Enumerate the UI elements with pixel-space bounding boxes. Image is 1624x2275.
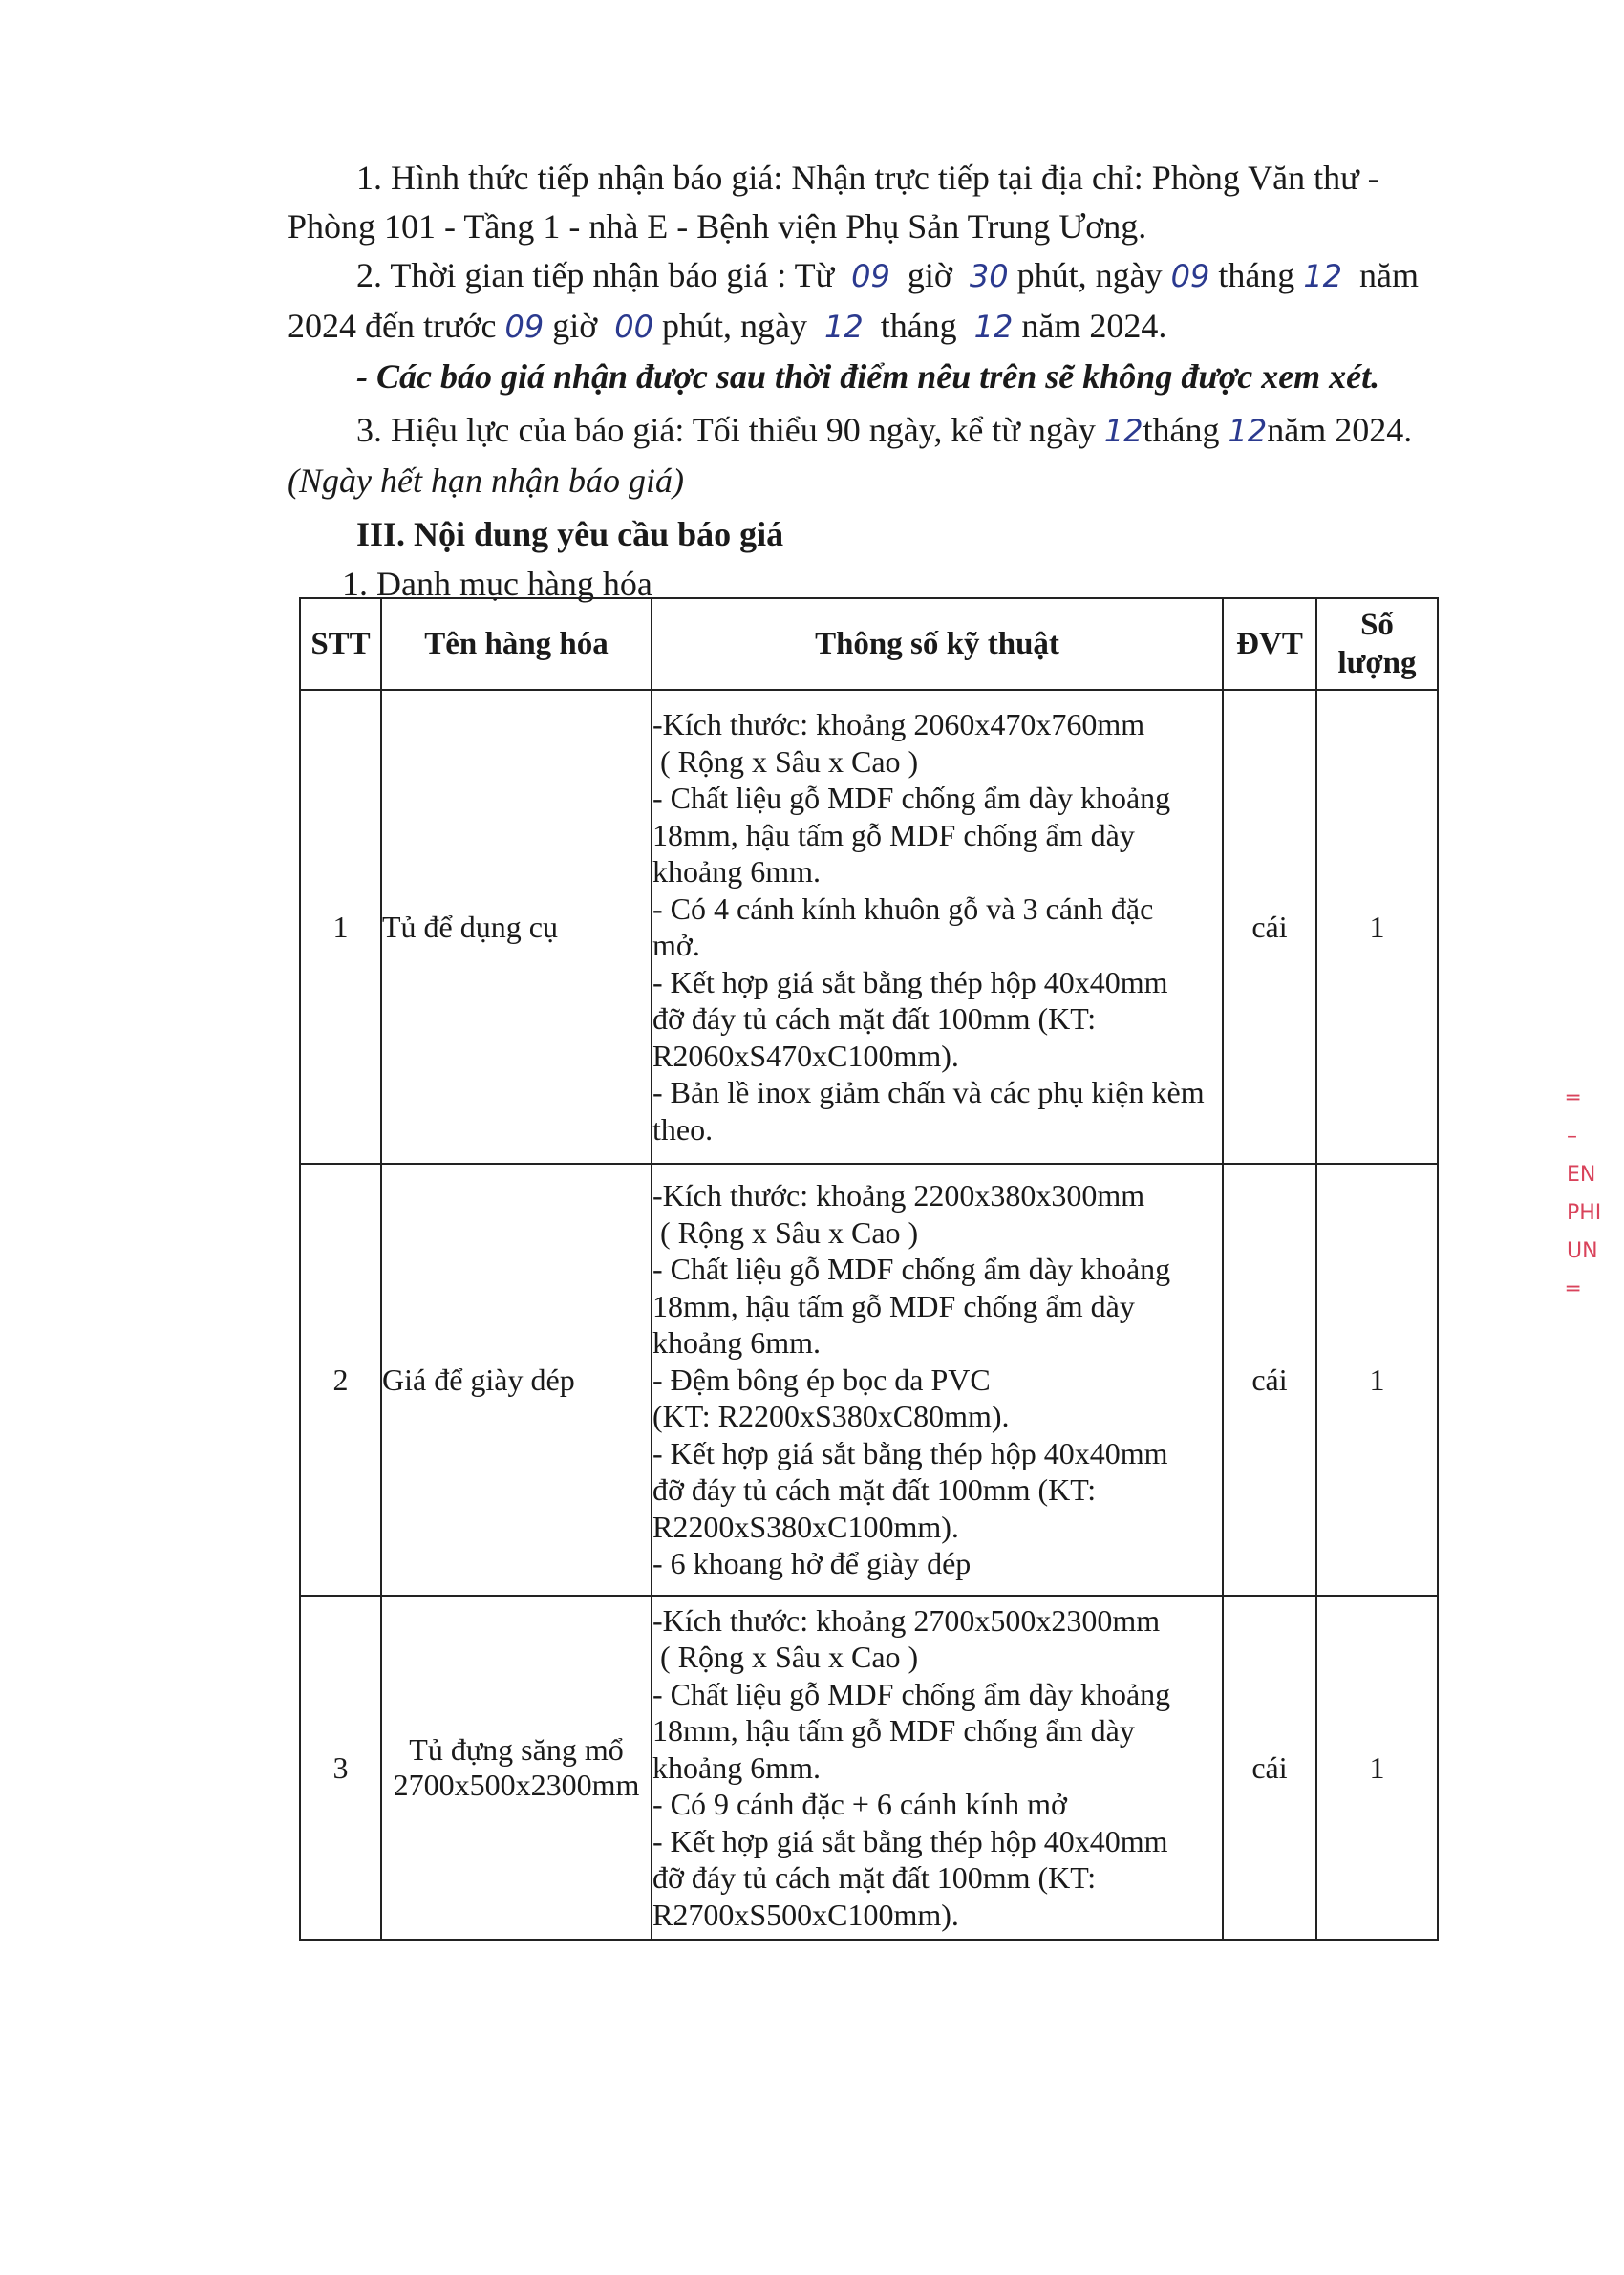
header-spec: Thông số kỹ thuật xyxy=(652,598,1223,690)
row-unit: cái xyxy=(1223,1596,1316,1940)
row-unit: cái xyxy=(1223,1164,1316,1596)
stamp-arc-icon: – xyxy=(1567,1125,1577,1148)
stamp-arc-icon: ═ xyxy=(1567,1086,1580,1110)
header-qty: Số lượng xyxy=(1316,598,1438,690)
start-month-handwritten: 12 xyxy=(1303,258,1343,294)
validity-month-handwritten: 12 xyxy=(1228,413,1268,449)
reception-method-line2: Phòng 101 - Tầng 1 - nhà E - Bệnh viện Phụ Sản Trung Ương. xyxy=(288,207,1147,246)
row-name: Giá để giày dép xyxy=(381,1164,652,1596)
row-stt: 1 xyxy=(300,690,381,1164)
row-name: Tủ đựng săng mổ 2700x500x2300mm xyxy=(381,1596,652,1940)
table-row xyxy=(300,1164,1438,1596)
row-stt: 2 xyxy=(300,1164,381,1596)
stamp-arc-icon: ═ xyxy=(1567,1277,1580,1301)
reception-time-line1: 2. Thời gian tiếp nhận báo giá : Từ 09 giờ 30 phút, ngày 09 tháng 12 năm xyxy=(356,256,1420,294)
stamp-fragment: ═ – EN PHI UN ═ xyxy=(1567,1080,1601,1309)
end-day-handwritten: 12 xyxy=(823,309,864,345)
reception-method-line1: 1. Hình thức tiếp nhận báo giá: Nhận trực tiếp tại địa chỉ: Phòng Văn thư - xyxy=(356,159,1379,197)
table-header-row xyxy=(300,598,1438,690)
row-spec: -Kích thước: khoảng 2200x380x300mm ( Rộng x Sâu x Cao ) - Chất liệu gỗ MDF chống ẩm dày khoảng 18mm, hậu tấm gỗ MDF chống ẩm dày khoảng 6mm. - Đệm bông ép bọc da PVC (KT: R2200xS380xC80mm). - Kết hợp giá sắt bằng thép hộp 40x40mm đỡ đáy tủ cách mặt đất 100mm (KT: R2200xS380xC100mm). - 6 khoang hở để giày dép xyxy=(652,1164,1223,1596)
row-unit: cái xyxy=(1223,690,1316,1164)
start-hour-handwritten: 09 xyxy=(851,258,890,294)
section-title: III. Nội dung yêu cầu báo giá xyxy=(356,515,784,553)
row-qty: 1 xyxy=(1316,1596,1438,1940)
header-unit: ĐVT xyxy=(1223,598,1316,690)
goods-table xyxy=(299,597,1439,1941)
row-name: Tủ để dụng cụ xyxy=(381,690,652,1164)
header-name: Tên hàng hóa xyxy=(381,598,652,690)
subsection-title: 1. Danh mục hàng hóa xyxy=(342,565,652,603)
end-minute-handwritten: 00 xyxy=(614,309,653,345)
row-stt: 3 xyxy=(300,1596,381,1940)
table-row xyxy=(300,1596,1438,1940)
end-hour-handwritten: 09 xyxy=(504,309,545,345)
row-qty: 1 xyxy=(1316,1164,1438,1596)
row-qty: 1 xyxy=(1316,690,1438,1164)
header-stt: STT xyxy=(300,598,381,690)
validity-line: 3. Hiệu lực của báo giá: Tối thiểu 90 ngày, kể từ ngày 12tháng 12năm 2024. xyxy=(356,411,1413,449)
start-minute-handwritten: 30 xyxy=(969,258,1009,294)
expiry-note: (Ngày hết hạn nhận báo giá) xyxy=(288,461,684,500)
validity-day-handwritten: 12 xyxy=(1103,413,1143,449)
row-spec: -Kích thước: khoảng 2060x470x760mm ( Rộng x Sâu x Cao ) - Chất liệu gỗ MDF chống ẩm dày khoảng 18mm, hậu tấm gỗ MDF chống ẩm dày khoảng 6mm. - Có 4 cánh kính khuôn gỗ và 3 cánh đặc mở. - Kết hợp giá sắt bằng thép hộp 40x40mm đỡ đáy tủ cách mặt đất 100mm (KT: R2060xS470xC100mm). - Bản lề inox giảm chấn và các phụ kiện kèm theo. xyxy=(652,690,1223,1164)
end-month-handwritten: 12 xyxy=(973,309,1014,345)
table-row xyxy=(300,690,1438,1164)
reception-time-line2: 2024 đến trước 09 giờ 00 phút, ngày 12 tháng 12 năm 2024. xyxy=(288,307,1167,345)
start-day-handwritten: 09 xyxy=(1170,258,1210,294)
row-spec: -Kích thước: khoảng 2700x500x2300mm ( Rộng x Sâu x Cao ) - Chất liệu gỗ MDF chống ẩm dày khoảng 18mm, hậu tấm gỗ MDF chống ẩm dày khoảng 6mm. - Có 9 cánh đặc + 6 cánh kính mở - Kết hợp giá sắt bằng thép hộp 40x40mm đỡ đáy tủ cách mặt đất 100mm (KT: R2700xS500xC100mm). xyxy=(652,1596,1223,1940)
late-submission-note: - Các báo giá nhận được sau thời điểm nêu trên sẽ không được xem xét. xyxy=(356,357,1380,396)
